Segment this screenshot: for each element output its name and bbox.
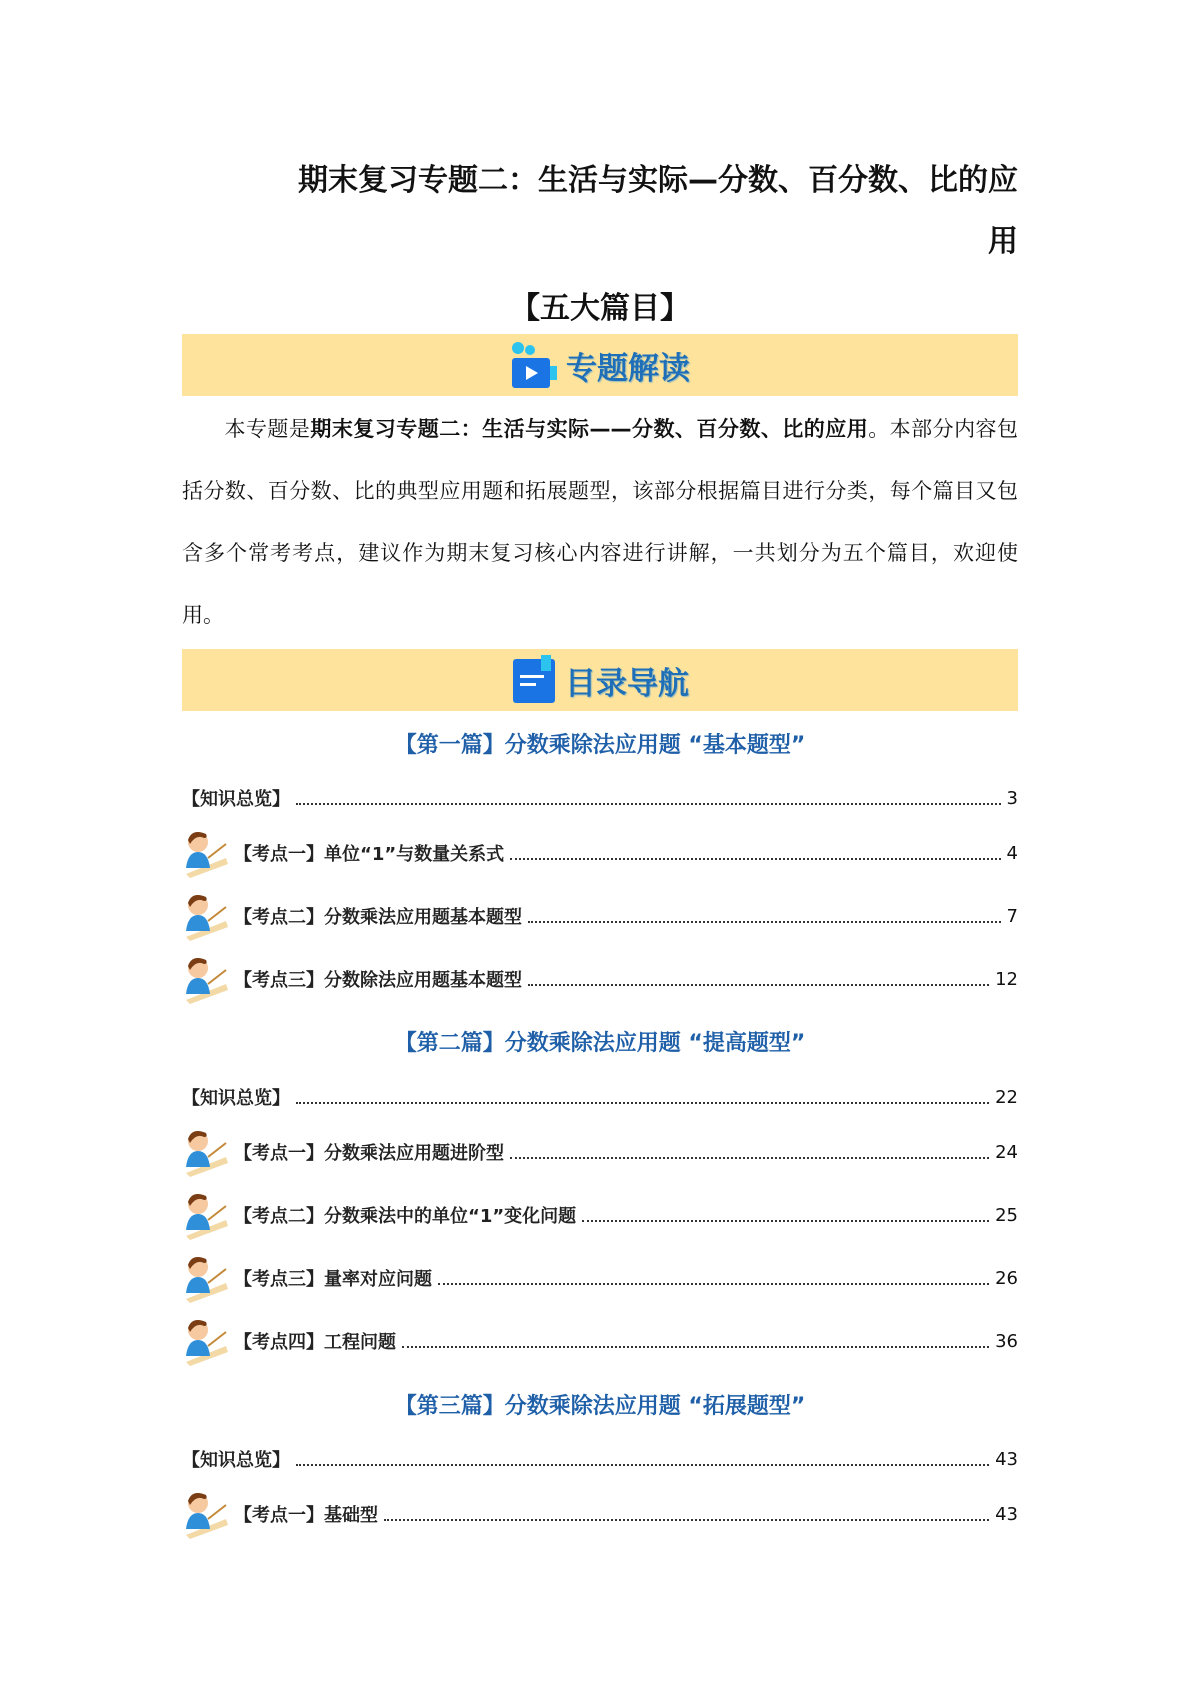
dot-leader [528, 984, 989, 986]
toc-entry[interactable] [182, 896, 1018, 936]
banner-toc [182, 649, 1018, 711]
toc-page-number: 25 [995, 1204, 1018, 1226]
dot-leader [582, 1220, 989, 1222]
teacher-avatar-icon [182, 954, 230, 1004]
toc-page-number: 7 [1006, 905, 1018, 927]
section-heading: 【第一篇】分数乘除法应用题 “基本题型” [394, 733, 806, 758]
toc-entry-label: 【考点二】分数乘法中的单位“1”变化问题 [234, 1206, 577, 1227]
toc-page-number: 36 [995, 1330, 1018, 1352]
dot-leader [384, 1519, 989, 1521]
toc-page-number: 22 [995, 1086, 1018, 1108]
document-title-line2: 用 [988, 224, 1018, 259]
section-heading: 【第二篇】分数乘除法应用题 “提高题型” [394, 1031, 806, 1056]
teacher-avatar-icon [182, 891, 230, 941]
dot-leader [296, 1102, 989, 1104]
banner-topic-reading [182, 334, 1018, 396]
teacher-avatar-icon [182, 1253, 230, 1303]
intro-paragraph [182, 398, 1018, 646]
document-title-line1: 期末复习专题二：生活与实际—分数、百分数、比的应 [298, 163, 1018, 198]
book-icon [511, 655, 559, 705]
toc-entry-label: 【考点一】分数乘法应用题进阶型 [234, 1143, 504, 1164]
toc-entry[interactable] [182, 1439, 1018, 1479]
toc-entry-label: 【考点四】工程问题 [234, 1332, 396, 1353]
toc-page-number: 26 [995, 1267, 1018, 1289]
teacher-avatar-icon [182, 1127, 230, 1177]
video-icon [510, 340, 560, 390]
toc-entry[interactable] [182, 1321, 1018, 1361]
toc-page-number: 43 [995, 1503, 1018, 1525]
toc-entry[interactable] [182, 959, 1018, 999]
toc-entry-label: 【考点二】分数乘法应用题基本题型 [234, 907, 522, 928]
intro-suffix: 。本部分内容包括分数、百分数、比的典型应用题和拓展题型，该部分根据篇目进行分类，每个篇目又包含多个常考考点，建议作为期末复习核心内容进行讲解，一共划分为五个篇目，欢迎使用。 [182, 417, 1019, 627]
toc-page-number: 12 [995, 968, 1018, 990]
intro-bold: 期末复习专题二：生活与实际——分数、百分数、比的应用 [310, 417, 869, 441]
subtitle: 【五大篇目】 [510, 291, 690, 326]
dot-leader [402, 1346, 989, 1348]
toc-page-number: 4 [1006, 842, 1018, 864]
banner-label: 专题解读 [566, 350, 690, 387]
toc-entry[interactable] [182, 1132, 1018, 1172]
toc-entry[interactable] [182, 1494, 1018, 1534]
toc-entry[interactable] [182, 833, 1018, 873]
section-heading: 【第三篇】分数乘除法应用题 “拓展题型” [394, 1394, 806, 1419]
toc-entry[interactable] [182, 778, 1018, 818]
toc-entry-label: 【考点三】量率对应问题 [234, 1269, 432, 1290]
toc-page-number: 24 [995, 1141, 1018, 1163]
toc-entry-label: 【考点一】基础型 [234, 1505, 378, 1526]
teacher-avatar-icon [182, 1190, 230, 1240]
toc-page-number: 3 [1006, 787, 1018, 809]
dot-leader [528, 921, 1001, 923]
banner-label: 目录导航 [565, 665, 689, 702]
intro-prefix: 本专题是 [224, 417, 311, 441]
teacher-avatar-icon [182, 1316, 230, 1366]
toc-entry[interactable] [182, 1077, 1018, 1117]
toc-entry-label: 【知识总览】 [182, 1450, 290, 1471]
toc-entry-label: 【考点三】分数除法应用题基本题型 [234, 970, 522, 991]
dot-leader [296, 803, 1001, 805]
dot-leader [296, 1464, 989, 1466]
toc-entry-label: 【知识总览】 [182, 789, 290, 810]
teacher-avatar-icon [182, 1489, 230, 1539]
toc-entry[interactable] [182, 1258, 1018, 1298]
toc-entry-label: 【考点一】单位“1”与数量关系式 [234, 844, 505, 865]
dot-leader [510, 858, 1000, 860]
dot-leader [438, 1283, 989, 1285]
toc-entry[interactable] [182, 1195, 1018, 1235]
toc-page-number: 43 [995, 1448, 1018, 1470]
dot-leader [510, 1157, 989, 1159]
toc-entry-label: 【知识总览】 [182, 1088, 290, 1109]
teacher-avatar-icon [182, 828, 230, 878]
